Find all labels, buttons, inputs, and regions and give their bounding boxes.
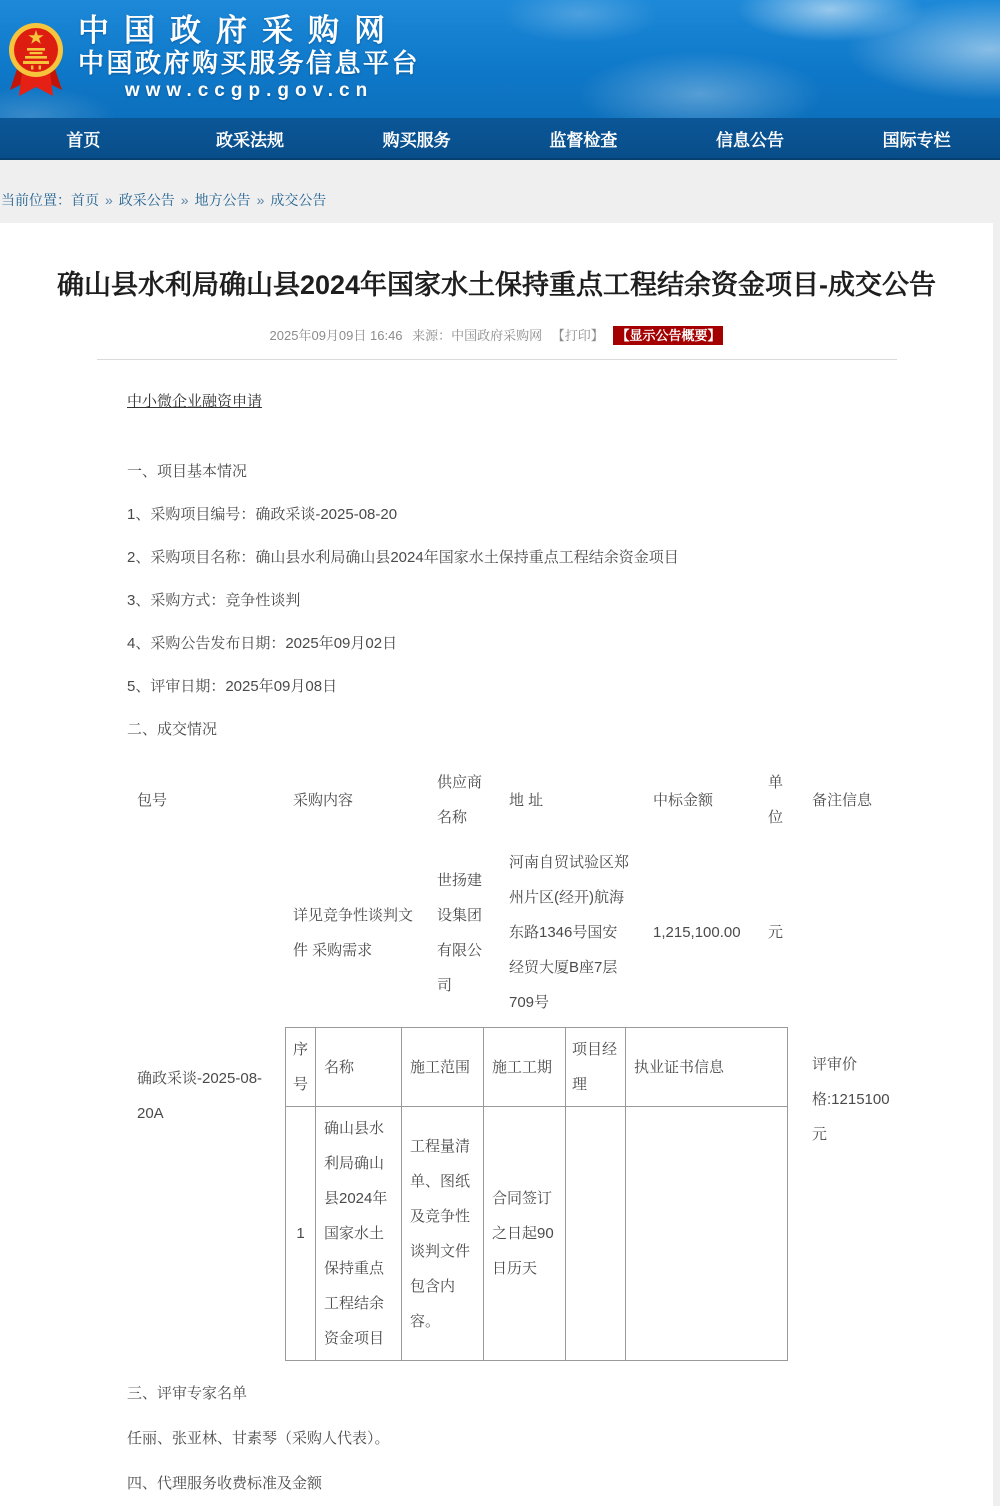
main-panel [0, 223, 993, 1506]
breadcrumb-item-home[interactable]: 首页 [71, 192, 99, 208]
breadcrumb-item-local[interactable]: 地方公告 [194, 192, 251, 208]
nav-item-supervision[interactable]: 监督检查 [549, 130, 618, 150]
award-table [127, 760, 890, 1361]
sme-financing-link[interactable]: 中小微企业融资申请 [127, 393, 263, 411]
award-table-detail-row [127, 1025, 873, 1361]
section1-heading: 一、项目基本情况 [127, 463, 248, 481]
print-button[interactable]: 【打印】 [551, 328, 604, 344]
nav-item-announcements[interactable]: 信息公告 [715, 130, 784, 150]
show-summary-button[interactable]: 【显示公告概要】 [613, 326, 723, 345]
nav-item-home[interactable]: 首页 [66, 130, 101, 150]
manager-cell [566, 1107, 626, 1361]
main-nav [0, 118, 1000, 160]
section3-heading: 三、评审专家名单 [127, 1385, 248, 1403]
content-cell: 详见竞争性谈判文件 采购需求 [293, 906, 414, 959]
award-table-data-row [127, 840, 873, 1025]
nav-item-international[interactable]: 国际专栏 [882, 130, 951, 150]
package-cell-empty [127, 840, 283, 1025]
expert-list-line: 任丽、张亚林、甘素琴（采购人代表）。 [127, 1430, 390, 1448]
col-header-address: 地 址 [509, 791, 544, 809]
nav-item-regulations[interactable]: 政采法规 [215, 130, 284, 150]
col-header-supplier: 供应商名称 [437, 774, 483, 827]
name-cell: 确山县水利局确山县2024年国家水土保持重点工程结余资金项目 [316, 1107, 402, 1361]
site-url: www.ccgp.gov.cn [124, 79, 374, 101]
detail-table-header-row [286, 1028, 788, 1107]
breadcrumb-separator: » [256, 192, 265, 208]
breadcrumb-item-deal[interactable]: 成交公告 [270, 192, 327, 208]
duration-cell: 合同签订之日起90日历天 [484, 1107, 566, 1361]
nav-item-services[interactable]: 购买服务 [382, 130, 451, 150]
project-number-line: 1、采购项目编号：确政采谈-2025-08-20 [127, 506, 398, 524]
index-cell: 1 [286, 1107, 316, 1361]
project-name-line: 2、采购项目名称：确山县水利局确山县2024年国家水土保持重点工程结余资金项目 [127, 549, 679, 567]
col-header-package: 包号 [137, 791, 168, 809]
package-number-cell: 确政采谈-2025-08-20A [137, 1070, 263, 1123]
national-emblem-icon [8, 16, 64, 102]
col-header-content: 采购内容 [293, 791, 354, 809]
col-header-manager: 项目经理 [566, 1028, 626, 1107]
col-header-name: 名称 [316, 1028, 402, 1107]
col-header-unit: 单位 [768, 774, 784, 827]
announce-date-line: 4、采购公告发布日期：2025年09月02日 [127, 635, 398, 653]
col-header-amount: 中标金额 [653, 791, 714, 809]
detail-table [285, 1027, 788, 1361]
breadcrumb [0, 160, 1000, 223]
certificate-cell [626, 1107, 788, 1361]
detail-table-cell [283, 1025, 802, 1361]
col-header-index: 序号 [286, 1028, 316, 1107]
article-meta [0, 325, 993, 344]
site-header [0, 0, 1000, 118]
review-date-line: 5、评审日期：2025年09月08日 [127, 678, 338, 696]
amount-cell: 1,215,100.00 [653, 924, 741, 942]
page-title: 确山县水利局确山县2024年国家水土保持重点工程结余资金项目-成交公告 [56, 270, 937, 300]
detail-table-data-row [286, 1107, 788, 1361]
breadcrumb-label: 当前位置： [1, 192, 71, 208]
remark-cell: 评审价格:1215100元 [812, 1056, 890, 1144]
scope-cell: 工程量清单、图纸及竞争性谈判文件包含内容。 [402, 1107, 484, 1361]
col-header-certificate: 执业证书信息 [626, 1028, 788, 1107]
section2-heading: 二、成交情况 [127, 721, 218, 739]
award-table-header-row [127, 760, 873, 840]
breadcrumb-item-procurement[interactable]: 政采公告 [118, 192, 175, 208]
procurement-method-line: 3、采购方式：竞争性谈判 [127, 592, 301, 610]
col-header-duration: 施工工期 [484, 1028, 566, 1107]
section4-heading: 四、代理服务收费标准及金额 [127, 1475, 323, 1493]
divider [97, 359, 897, 360]
article-body [127, 380, 890, 1506]
article-source: 来源：中国政府采购网 [412, 328, 543, 344]
site-subtitle: 中国政府购买服务信息平台 [78, 48, 421, 79]
breadcrumb-separator: » [105, 192, 113, 208]
site-name: 中国政府采购网 [78, 13, 400, 49]
remark-cell-empty [802, 840, 873, 1025]
breadcrumb-separator: » [180, 192, 189, 208]
col-header-remark: 备注信息 [812, 791, 873, 809]
publish-datetime: 2025年09月09日 16:46 [269, 328, 403, 344]
address-cell: 河南自贸试验区郑州片区(经开)航海东路1346号国安经贸大厦B座7层709号 [509, 854, 630, 1012]
unit-cell: 元 [768, 924, 784, 942]
col-header-scope: 施工范围 [402, 1028, 484, 1107]
supplier-cell: 世扬建设集团有限公司 [437, 871, 483, 994]
